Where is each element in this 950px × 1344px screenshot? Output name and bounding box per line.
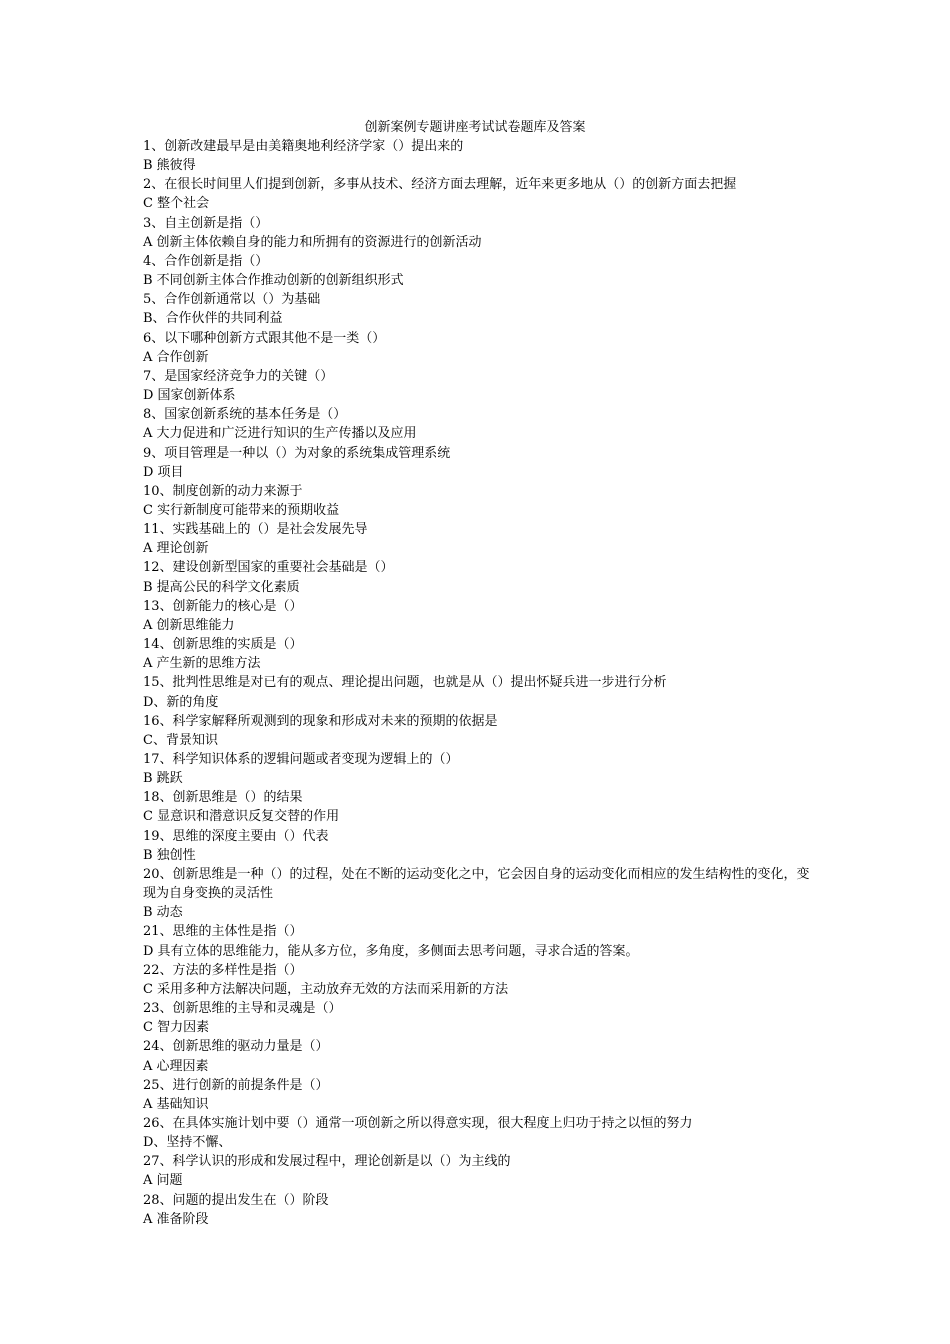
question-text: 1、创新改建最早是由美籍奥地利经济学家（）提出来的 [143,139,464,154]
answer-text: A 准备阶段 [143,1211,209,1227]
question-text: 3、自主创新是指（） [143,215,269,231]
document-title: 创新案例专题讲座考试试卷题库及答案 [364,120,586,135]
question-item [143,999,813,1037]
question-item [143,865,813,922]
question-item [143,1114,813,1152]
question-item [143,290,813,328]
question-text: 7、是国家经济竞争力的关键（） [143,368,334,384]
question-item [143,597,813,635]
question-text: 14、创新思维的实质是（） [143,637,303,653]
question-text: 9、项目管理是一种以（）为对象的系统集成管理系统 [143,445,451,461]
question-item [143,788,813,826]
answer-text: B、合作伙伴的共同利益 [143,311,283,327]
answer-text: D、新的角度 [143,694,219,710]
answer-text: D 项目 [143,464,184,480]
answer-text: A 产生新的思维方法 [143,656,261,672]
answer-text: C 智力因素 [143,1020,210,1036]
question-item [143,444,813,482]
question-item [143,961,813,999]
question-item [143,827,813,865]
question-text: 20、创新思维是一种（）的过程，处在不断的运动变化之中，它会因自身的运动变化而相应的发生结构性的变化，变现为自身变换的灵活性 [143,866,810,902]
answer-text: B 独创性 [143,847,196,863]
answer-text: A 问题 [143,1173,183,1189]
question-text: 6、以下哪种创新方式跟其他不是一类（） [143,330,386,346]
question-text: 26、在具体实施计划中要（）通常一项创新之所以得意实现，很大程度上归功于持之以恒的努力 [143,1115,693,1131]
question-text: 2、在很长时间里人们提到创新，多事从技术、经济方面去理解，近年来更多地从（）的创新方面去把握 [143,177,737,193]
question-item [143,922,813,960]
question-text: 25、进行创新的前提条件是（） [143,1077,329,1093]
question-text: 11、实践基础上的（）是社会发展先导 [143,522,368,538]
answer-text: C 显意识和潜意识反复交替的作用 [143,809,340,825]
question-text: 18、创新思维是（）的结果 [143,790,303,806]
question-text: 22、方法的多样性是指（） [143,962,303,978]
answer-text: D、坚持不懈、 [143,1135,232,1151]
question-item [143,712,813,750]
question-text: 4、合作创新是指（） [143,253,269,269]
question-item [143,252,813,290]
answer-text: C 实行新制度可能带来的预期收益 [143,502,340,518]
answer-text: A 心理因素 [143,1058,209,1074]
answer-text: A 创新思维能力 [143,617,235,633]
question-text: 24、创新思维的驱动力量是（） [143,1039,329,1055]
answer-text: A 理论创新 [143,541,209,557]
question-text: 16、科学家解释所观测到的现象和形成对未来的预期的依据是 [143,713,498,729]
question-text: 21、思维的主体性是指（） [143,924,303,940]
question-list [143,137,813,1229]
answer-text: C 整个社会 [143,196,210,212]
answer-text: C、背景知识 [143,732,218,748]
answer-text: B 动态 [143,905,183,921]
question-text: 12、建设创新型国家的重要社会基础是（） [143,560,394,576]
question-text: 8、国家创新系统的基本任务是（） [143,407,347,423]
question-item [143,520,813,558]
question-item [143,137,813,175]
question-item [143,482,813,520]
question-item [143,558,813,596]
question-text: 15、批判性思维是对已有的观点、理论提出问题，也就是从（）提出怀疑兵进一步进行分析 [143,675,667,691]
question-text: 23、创新思维的主导和灵魂是（） [143,1001,342,1017]
question-text: 28、问题的提出发生在（）阶段 [143,1192,329,1208]
answer-text: A 大力促进和广泛进行知识的生产传播以及应用 [143,426,417,442]
question-item [143,1076,813,1114]
answer-text: B 熊彼得 [143,158,196,174]
question-item [143,405,813,443]
question-item [143,175,813,213]
question-text: 10、制度创新的动力来源于 [143,483,303,499]
answer-text: A 创新主体依赖自身的能力和所拥有的资源进行的创新活动 [143,234,482,250]
question-item [143,214,813,252]
answer-text: A 基础知识 [143,1096,209,1112]
question-item [143,329,813,367]
question-text: 5、合作创新通常以（）为基础 [143,292,321,308]
question-text: 19、思维的深度主要由（）代表 [143,828,329,844]
answer-text: B 不同创新主体合作推动创新的创新组织形式 [143,273,404,289]
answer-text: A 合作创新 [143,349,209,365]
question-text: 13、创新能力的核心是（） [143,598,303,614]
question-text: 27、科学认识的形成和发展过程中，理论创新是以（）为主线的 [143,1154,511,1170]
answer-text: C 采用多种方法解决问题，主动放弃无效的方法而采用新的方法 [143,981,509,997]
answer-text: D 具有立体的思维能力，能从多方位，多角度，多侧面去思考问题，寻求合适的答案。 [143,943,639,959]
question-item [143,635,813,673]
answer-text: B 跳跃 [143,771,183,787]
question-item [143,1191,813,1229]
question-text: 17、科学知识体系的逻辑问题或者变现为逻辑上的（） [143,752,459,767]
question-item [143,673,813,711]
answer-text: D 国家创新体系 [143,388,236,404]
question-item [143,1152,813,1190]
answer-text: B 提高公民的科学文化素质 [143,579,300,595]
question-item [143,1037,813,1075]
question-item [143,367,813,405]
question-item [143,750,813,788]
